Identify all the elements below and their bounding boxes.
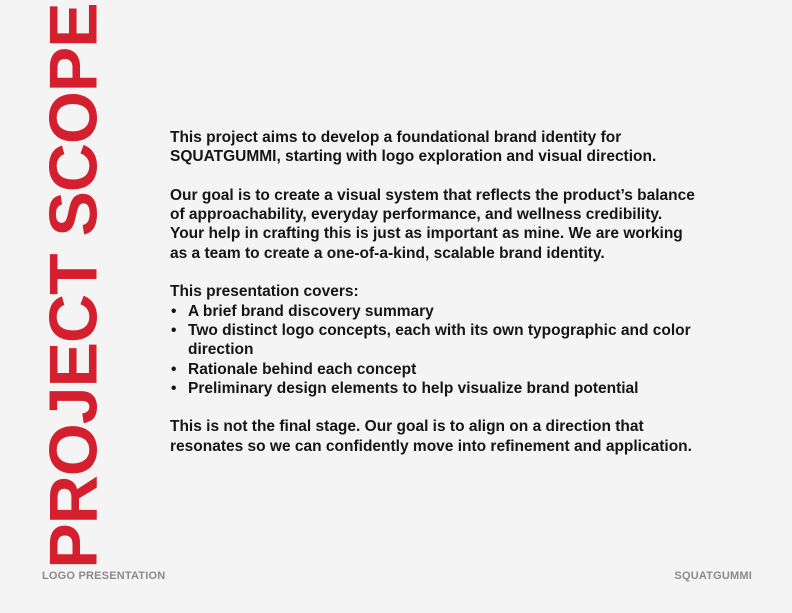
intro-paragraph [170, 128, 700, 167]
list-item: • Two distinct logo concepts, each with its own typographic and color direction [170, 321, 700, 360]
list-item: • Rationale behind each concept [170, 360, 700, 379]
list-item: • Preliminary design elements to help visualize brand potential [170, 379, 700, 398]
closing-text: . Our goal is to align on a direction that resonates so we can confidently move into refinement and application. [170, 418, 692, 455]
closing-paragraph [170, 417, 700, 456]
intro-text-after: , starting with logo exploration and visual direction. [276, 148, 657, 166]
page-title-text: PROJECT SCOPE [36, 3, 113, 569]
intro-text-before: This project aims to develop a foundational brand identity for [170, 129, 622, 146]
list-item: • A brief brand discovery summary [170, 302, 700, 321]
intro-brand-name: SQUATGUMMI [170, 148, 277, 166]
page-title [36, 3, 113, 569]
footer-left-label: LOGO PRESENTATION [42, 570, 166, 582]
body-content [170, 128, 700, 475]
goal-paragraph: Our goal is to create a visual system that reflects the product’s balance of approachability, everyday performance, and wellness credibility. Your help in crafting this is just as important as mine. We are working as a team to create a one-of-a-kind, scalable brand identity. [170, 186, 695, 262]
footer-right-label: SQUATGUMMI [674, 570, 752, 582]
covers-list [170, 302, 700, 398]
closing-lead: This is not the final stage [170, 418, 357, 436]
covers-heading: This presentation covers: [170, 283, 359, 301]
